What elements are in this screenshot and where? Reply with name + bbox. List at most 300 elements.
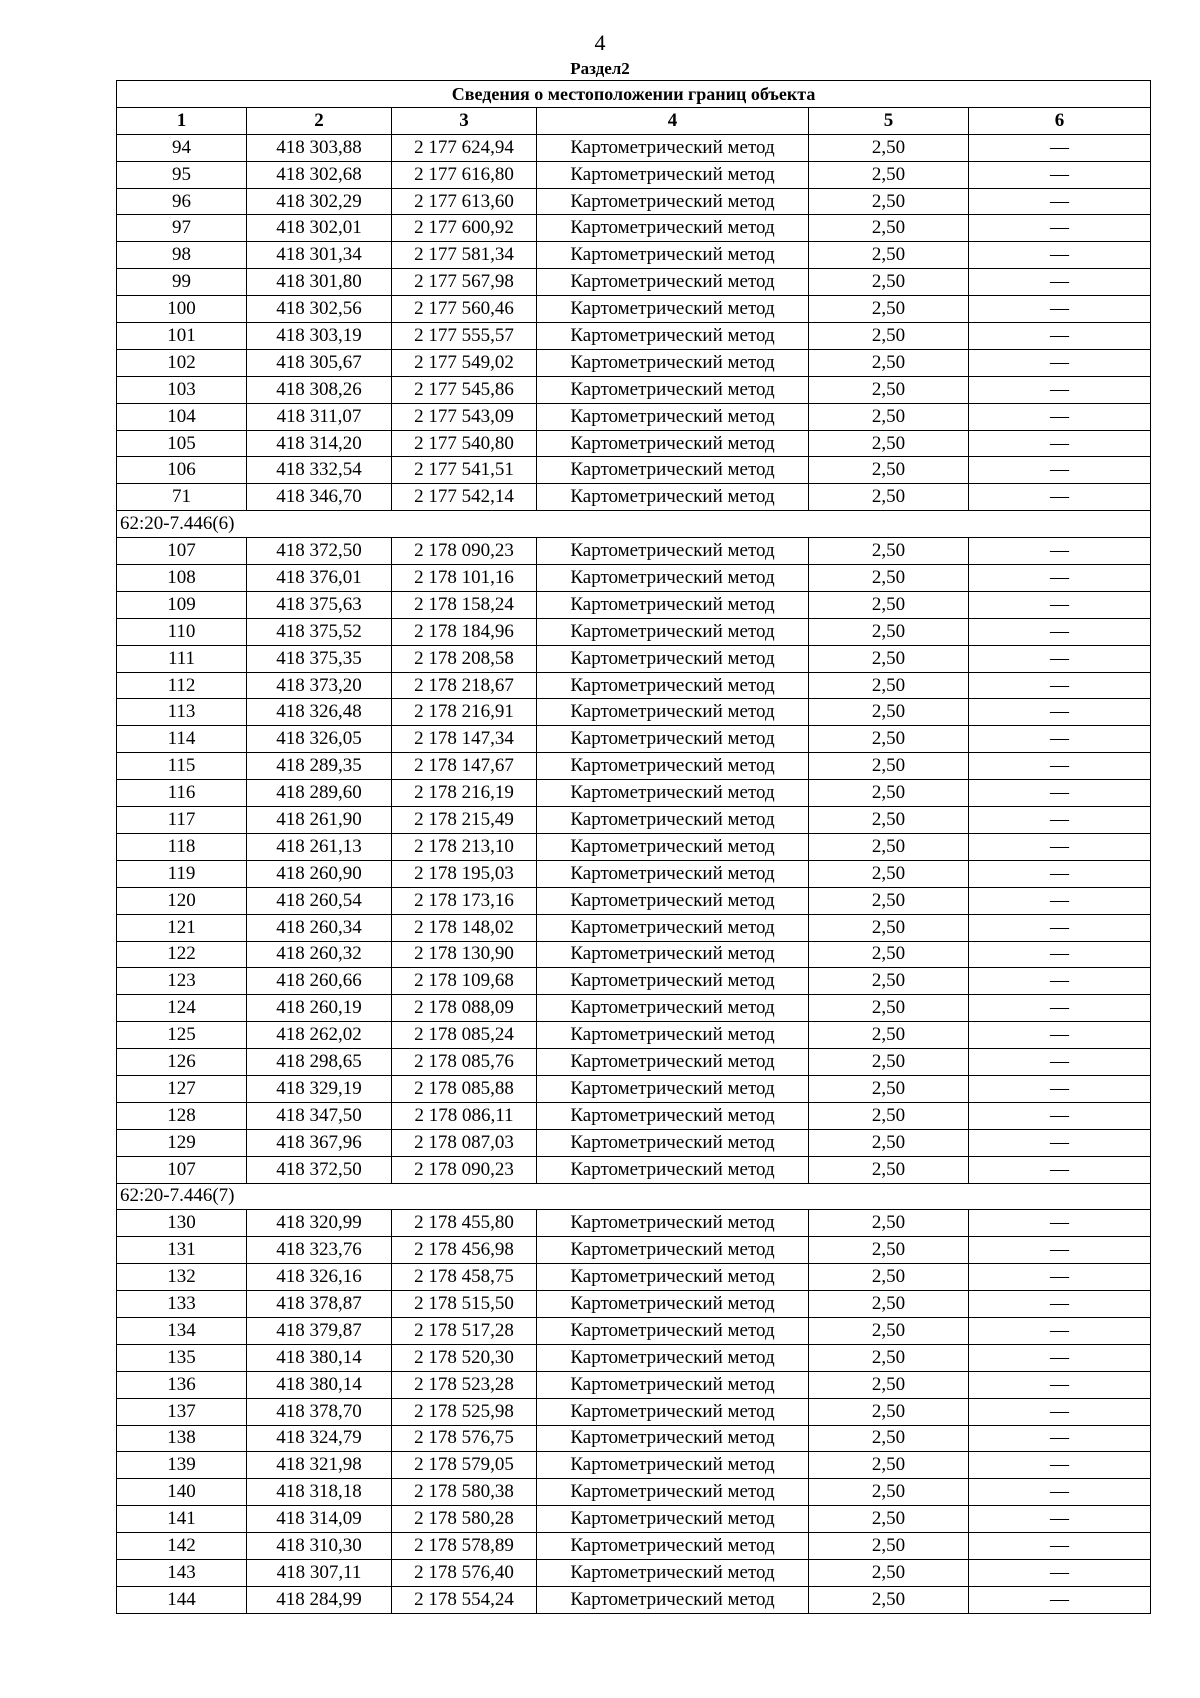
y-coordinate-cell: 2 178 579,05 (392, 1452, 537, 1479)
point-number-cell: 126 (117, 1049, 247, 1076)
table-row (117, 618, 1151, 645)
accuracy-cell: 2,50 (809, 1237, 969, 1264)
accuracy-cell: 2,50 (809, 807, 969, 834)
table-row (117, 860, 1151, 887)
method-cell: Картометрический метод (537, 968, 809, 995)
description-cell: — (969, 296, 1151, 323)
y-coordinate-cell: 2 178 130,90 (392, 941, 537, 968)
description-cell: — (969, 941, 1151, 968)
y-coordinate-cell: 2 178 580,38 (392, 1479, 537, 1506)
description-cell: — (969, 1506, 1151, 1533)
boundary-coordinates-table (116, 80, 1151, 1614)
description-cell: — (969, 1022, 1151, 1049)
description-cell: — (969, 134, 1151, 161)
point-number-cell: 97 (117, 215, 247, 242)
accuracy-cell: 2,50 (809, 403, 969, 430)
x-coordinate-cell: 418 261,90 (247, 807, 392, 834)
table-row (117, 296, 1151, 323)
x-coordinate-cell: 418 260,32 (247, 941, 392, 968)
method-cell: Картометрический метод (537, 269, 809, 296)
method-cell: Картометрический метод (537, 1425, 809, 1452)
y-coordinate-cell: 2 178 554,24 (392, 1586, 537, 1613)
x-coordinate-cell: 418 302,29 (247, 188, 392, 215)
table-row (117, 565, 1151, 592)
table-row (117, 403, 1151, 430)
method-cell: Картометрический метод (537, 1398, 809, 1425)
point-number-cell: 136 (117, 1371, 247, 1398)
point-number-cell: 125 (117, 1022, 247, 1049)
x-coordinate-cell: 418 302,01 (247, 215, 392, 242)
y-coordinate-cell: 2 178 215,49 (392, 807, 537, 834)
x-coordinate-cell: 418 318,18 (247, 1479, 392, 1506)
point-number-cell: 105 (117, 430, 247, 457)
point-number-cell: 142 (117, 1533, 247, 1560)
x-coordinate-cell: 418 310,30 (247, 1533, 392, 1560)
point-number-cell: 123 (117, 968, 247, 995)
point-number-cell: 144 (117, 1586, 247, 1613)
table-row (117, 941, 1151, 968)
accuracy-cell: 2,50 (809, 914, 969, 941)
description-cell: — (969, 591, 1151, 618)
accuracy-cell: 2,50 (809, 215, 969, 242)
y-coordinate-cell: 2 178 173,16 (392, 887, 537, 914)
accuracy-cell: 2,50 (809, 1479, 969, 1506)
accuracy-cell: 2,50 (809, 887, 969, 914)
description-cell: — (969, 323, 1151, 350)
description-cell: — (969, 1102, 1151, 1129)
x-coordinate-cell: 418 321,98 (247, 1452, 392, 1479)
x-coordinate-cell: 418 284,99 (247, 1586, 392, 1613)
accuracy-cell: 2,50 (809, 1291, 969, 1318)
y-coordinate-cell: 2 178 525,98 (392, 1398, 537, 1425)
table-row (117, 1559, 1151, 1586)
point-number-cell: 110 (117, 618, 247, 645)
description-cell: — (969, 1237, 1151, 1264)
table-row (117, 1371, 1151, 1398)
point-number-cell: 138 (117, 1425, 247, 1452)
accuracy-cell: 2,50 (809, 323, 969, 350)
x-coordinate-cell: 418 380,14 (247, 1371, 392, 1398)
description-cell: — (969, 376, 1151, 403)
point-number-cell: 135 (117, 1344, 247, 1371)
x-coordinate-cell: 418 380,14 (247, 1344, 392, 1371)
method-cell: Картометрический метод (537, 780, 809, 807)
accuracy-cell: 2,50 (809, 1452, 969, 1479)
method-cell: Картометрический метод (537, 1344, 809, 1371)
x-coordinate-cell: 418 301,80 (247, 269, 392, 296)
description-cell: — (969, 618, 1151, 645)
method-cell: Картометрический метод (537, 1559, 809, 1586)
accuracy-cell: 2,50 (809, 1022, 969, 1049)
point-number-cell: 113 (117, 699, 247, 726)
point-number-cell: 103 (117, 376, 247, 403)
point-number-cell: 107 (117, 1156, 247, 1183)
description-cell: — (969, 914, 1151, 941)
y-coordinate-cell: 2 178 158,24 (392, 591, 537, 618)
table-row (117, 995, 1151, 1022)
accuracy-cell: 2,50 (809, 591, 969, 618)
point-number-cell: 101 (117, 323, 247, 350)
method-cell: Картометрический метод (537, 699, 809, 726)
table-row (117, 1398, 1151, 1425)
table-row (117, 968, 1151, 995)
description-cell: — (969, 833, 1151, 860)
table-row (117, 807, 1151, 834)
y-coordinate-cell: 2 178 456,98 (392, 1237, 537, 1264)
x-coordinate-cell: 418 303,88 (247, 134, 392, 161)
description-cell: — (969, 269, 1151, 296)
y-coordinate-cell: 2 178 458,75 (392, 1264, 537, 1291)
method-cell: Картометрический метод (537, 860, 809, 887)
accuracy-cell: 2,50 (809, 538, 969, 565)
method-cell: Картометрический метод (537, 323, 809, 350)
accuracy-cell: 2,50 (809, 1075, 969, 1102)
y-coordinate-cell: 2 178 148,02 (392, 914, 537, 941)
point-number-cell: 98 (117, 242, 247, 269)
table-row (117, 887, 1151, 914)
accuracy-cell: 2,50 (809, 1425, 969, 1452)
y-coordinate-cell: 2 178 090,23 (392, 1156, 537, 1183)
accuracy-cell: 2,50 (809, 188, 969, 215)
point-number-cell: 130 (117, 1210, 247, 1237)
description-cell: — (969, 1398, 1151, 1425)
table-row (117, 780, 1151, 807)
accuracy-cell: 2,50 (809, 941, 969, 968)
point-number-cell: 96 (117, 188, 247, 215)
method-cell: Картометрический метод (537, 753, 809, 780)
description-cell: — (969, 780, 1151, 807)
page-number: 4 (594, 30, 606, 55)
table-row (117, 1237, 1151, 1264)
y-coordinate-cell: 2 177 555,57 (392, 323, 537, 350)
y-coordinate-cell: 2 177 616,80 (392, 161, 537, 188)
table-row (117, 538, 1151, 565)
x-coordinate-cell: 418 262,02 (247, 1022, 392, 1049)
point-number-cell: 121 (117, 914, 247, 941)
table-row (117, 1452, 1151, 1479)
description-cell: — (969, 1156, 1151, 1183)
x-coordinate-cell: 418 298,65 (247, 1049, 392, 1076)
table-row (117, 753, 1151, 780)
table-caption-row (117, 81, 1151, 108)
x-coordinate-cell: 418 301,34 (247, 242, 392, 269)
table-row (117, 1317, 1151, 1344)
y-coordinate-cell: 2 178 578,89 (392, 1533, 537, 1560)
table-row (117, 134, 1151, 161)
table-row (117, 323, 1151, 350)
method-cell: Картометрический метод (537, 1075, 809, 1102)
x-coordinate-cell: 418 326,48 (247, 699, 392, 726)
x-coordinate-cell: 418 347,50 (247, 1102, 392, 1129)
x-coordinate-cell: 418 375,35 (247, 645, 392, 672)
table-row (117, 430, 1151, 457)
x-coordinate-cell: 418 378,87 (247, 1291, 392, 1318)
accuracy-cell: 2,50 (809, 1264, 969, 1291)
method-cell: Картометрический метод (537, 914, 809, 941)
accuracy-cell: 2,50 (809, 349, 969, 376)
method-cell: Картометрический метод (537, 349, 809, 376)
y-coordinate-cell: 2 178 580,28 (392, 1506, 537, 1533)
table-row (117, 376, 1151, 403)
x-coordinate-cell: 418 372,50 (247, 538, 392, 565)
description-cell: — (969, 887, 1151, 914)
accuracy-cell: 2,50 (809, 1559, 969, 1586)
y-coordinate-cell: 2 178 208,58 (392, 645, 537, 672)
column-number-row (117, 107, 1151, 134)
accuracy-cell: 2,50 (809, 1586, 969, 1613)
method-cell: Картометрический метод (537, 1371, 809, 1398)
table-row (117, 269, 1151, 296)
point-number-cell: 95 (117, 161, 247, 188)
method-cell: Картометрический метод (537, 296, 809, 323)
accuracy-cell: 2,50 (809, 1344, 969, 1371)
description-cell: — (969, 161, 1151, 188)
contour-group-row (117, 511, 1151, 538)
point-number-cell: 134 (117, 1317, 247, 1344)
point-number-cell: 111 (117, 645, 247, 672)
accuracy-cell: 2,50 (809, 161, 969, 188)
table-row (117, 1210, 1151, 1237)
table-body (117, 134, 1151, 1613)
description-cell: — (969, 1452, 1151, 1479)
column-number: 6 (969, 107, 1151, 134)
accuracy-cell: 2,50 (809, 726, 969, 753)
method-cell: Картометрический метод (537, 672, 809, 699)
y-coordinate-cell: 2 178 087,03 (392, 1129, 537, 1156)
accuracy-cell: 2,50 (809, 780, 969, 807)
point-number-cell: 143 (117, 1559, 247, 1586)
method-cell: Картометрический метод (537, 1156, 809, 1183)
description-cell: — (969, 860, 1151, 887)
y-coordinate-cell: 2 177 543,09 (392, 403, 537, 430)
table-caption: Сведения о местоположении границ объекта (117, 81, 1151, 108)
x-coordinate-cell: 418 260,34 (247, 914, 392, 941)
description-cell: — (969, 1075, 1151, 1102)
accuracy-cell: 2,50 (809, 1533, 969, 1560)
description-cell: — (969, 1049, 1151, 1076)
x-coordinate-cell: 418 346,70 (247, 484, 392, 511)
y-coordinate-cell: 2 178 576,40 (392, 1559, 537, 1586)
point-number-cell: 139 (117, 1452, 247, 1479)
description-cell: — (969, 242, 1151, 269)
description-cell: — (969, 538, 1151, 565)
accuracy-cell: 2,50 (809, 1102, 969, 1129)
table-row (117, 1264, 1151, 1291)
y-coordinate-cell: 2 178 086,11 (392, 1102, 537, 1129)
point-number-cell: 109 (117, 591, 247, 618)
method-cell: Картометрический метод (537, 1479, 809, 1506)
table-row (117, 1049, 1151, 1076)
method-cell: Картометрический метод (537, 1049, 809, 1076)
y-coordinate-cell: 2 178 109,68 (392, 968, 537, 995)
method-cell: Картометрический метод (537, 591, 809, 618)
method-cell: Картометрический метод (537, 538, 809, 565)
table-row (117, 349, 1151, 376)
contour-group-row (117, 1183, 1151, 1210)
point-number-cell: 71 (117, 484, 247, 511)
description-cell: — (969, 726, 1151, 753)
accuracy-cell: 2,50 (809, 1049, 969, 1076)
description-cell: — (969, 968, 1151, 995)
method-cell: Картометрический метод (537, 242, 809, 269)
description-cell: — (969, 1559, 1151, 1586)
table-row (117, 726, 1151, 753)
x-coordinate-cell: 418 261,13 (247, 833, 392, 860)
description-cell: — (969, 215, 1151, 242)
accuracy-cell: 2,50 (809, 1317, 969, 1344)
description-cell: — (969, 1479, 1151, 1506)
method-cell: Картометрический метод (537, 376, 809, 403)
accuracy-cell: 2,50 (809, 430, 969, 457)
accuracy-cell: 2,50 (809, 296, 969, 323)
method-cell: Картометрический метод (537, 1586, 809, 1613)
y-coordinate-cell: 2 177 549,02 (392, 349, 537, 376)
accuracy-cell: 2,50 (809, 376, 969, 403)
x-coordinate-cell: 418 289,60 (247, 780, 392, 807)
method-cell: Картометрический метод (537, 995, 809, 1022)
y-coordinate-cell: 2 177 541,51 (392, 457, 537, 484)
point-number-cell: 115 (117, 753, 247, 780)
column-number: 2 (247, 107, 392, 134)
point-number-cell: 100 (117, 296, 247, 323)
accuracy-cell: 2,50 (809, 134, 969, 161)
x-coordinate-cell: 418 260,90 (247, 860, 392, 887)
point-number-cell: 137 (117, 1398, 247, 1425)
method-cell: Картометрический метод (537, 1210, 809, 1237)
point-number-cell: 129 (117, 1129, 247, 1156)
description-cell: — (969, 1586, 1151, 1613)
accuracy-cell: 2,50 (809, 1210, 969, 1237)
x-coordinate-cell: 418 326,16 (247, 1264, 392, 1291)
method-cell: Картометрический метод (537, 1452, 809, 1479)
x-coordinate-cell: 418 305,67 (247, 349, 392, 376)
x-coordinate-cell: 418 375,63 (247, 591, 392, 618)
description-cell: — (969, 403, 1151, 430)
table-row (117, 1506, 1151, 1533)
description-cell: — (969, 430, 1151, 457)
description-cell: — (969, 1344, 1151, 1371)
accuracy-cell: 2,50 (809, 1506, 969, 1533)
accuracy-cell: 2,50 (809, 968, 969, 995)
table-row (117, 1156, 1151, 1183)
column-number: 1 (117, 107, 247, 134)
y-coordinate-cell: 2 178 147,34 (392, 726, 537, 753)
description-cell: — (969, 807, 1151, 834)
accuracy-cell: 2,50 (809, 1398, 969, 1425)
y-coordinate-cell: 2 178 147,67 (392, 753, 537, 780)
description-cell: — (969, 1371, 1151, 1398)
table-row (117, 457, 1151, 484)
y-coordinate-cell: 2 177 624,94 (392, 134, 537, 161)
table-row (117, 914, 1151, 941)
accuracy-cell: 2,50 (809, 618, 969, 645)
table-row (117, 672, 1151, 699)
method-cell: Картометрический метод (537, 618, 809, 645)
description-cell: — (969, 1425, 1151, 1452)
method-cell: Картометрический метод (537, 403, 809, 430)
table-row (117, 1022, 1151, 1049)
x-coordinate-cell: 418 372,50 (247, 1156, 392, 1183)
description-cell: — (969, 699, 1151, 726)
x-coordinate-cell: 418 375,52 (247, 618, 392, 645)
method-cell: Картометрический метод (537, 887, 809, 914)
accuracy-cell: 2,50 (809, 995, 969, 1022)
x-coordinate-cell: 418 379,87 (247, 1317, 392, 1344)
point-number-cell: 131 (117, 1237, 247, 1264)
point-number-cell: 132 (117, 1264, 247, 1291)
y-coordinate-cell: 2 178 088,09 (392, 995, 537, 1022)
y-coordinate-cell: 2 178 085,88 (392, 1075, 537, 1102)
table-row (117, 591, 1151, 618)
y-coordinate-cell: 2 178 213,10 (392, 833, 537, 860)
x-coordinate-cell: 418 289,35 (247, 753, 392, 780)
description-cell: — (969, 1317, 1151, 1344)
x-coordinate-cell: 418 311,07 (247, 403, 392, 430)
table-row (117, 1425, 1151, 1452)
y-coordinate-cell: 2 178 576,75 (392, 1425, 537, 1452)
description-cell: — (969, 645, 1151, 672)
x-coordinate-cell: 418 332,54 (247, 457, 392, 484)
x-coordinate-cell: 418 373,20 (247, 672, 392, 699)
method-cell: Картометрический метод (537, 1022, 809, 1049)
point-number-cell: 114 (117, 726, 247, 753)
table-row (117, 1533, 1151, 1560)
point-number-cell: 94 (117, 134, 247, 161)
x-coordinate-cell: 418 367,96 (247, 1129, 392, 1156)
point-number-cell: 99 (117, 269, 247, 296)
point-number-cell: 127 (117, 1075, 247, 1102)
description-cell: — (969, 995, 1151, 1022)
description-cell: — (969, 349, 1151, 376)
x-coordinate-cell: 418 260,19 (247, 995, 392, 1022)
method-cell: Картометрический метод (537, 726, 809, 753)
point-number-cell: 116 (117, 780, 247, 807)
method-cell: Картометрический метод (537, 565, 809, 592)
point-number-cell: 118 (117, 833, 247, 860)
method-cell: Картометрический метод (537, 188, 809, 215)
point-number-cell: 108 (117, 565, 247, 592)
accuracy-cell: 2,50 (809, 699, 969, 726)
point-number-cell: 112 (117, 672, 247, 699)
table-row (117, 1102, 1151, 1129)
point-number-cell: 128 (117, 1102, 247, 1129)
method-cell: Картометрический метод (537, 807, 809, 834)
x-coordinate-cell: 418 326,05 (247, 726, 392, 753)
y-coordinate-cell: 2 177 613,60 (392, 188, 537, 215)
point-number-cell: 117 (117, 807, 247, 834)
x-coordinate-cell: 418 320,99 (247, 1210, 392, 1237)
x-coordinate-cell: 418 314,09 (247, 1506, 392, 1533)
point-number-cell: 133 (117, 1291, 247, 1318)
point-number-cell: 141 (117, 1506, 247, 1533)
accuracy-cell: 2,50 (809, 1156, 969, 1183)
accuracy-cell: 2,50 (809, 672, 969, 699)
accuracy-cell: 2,50 (809, 753, 969, 780)
contour-group-label: 62:20-7.446(7) (117, 1183, 1151, 1210)
description-cell: — (969, 1210, 1151, 1237)
column-number: 3 (392, 107, 537, 134)
y-coordinate-cell: 2 178 085,76 (392, 1049, 537, 1076)
y-coordinate-cell: 2 178 455,80 (392, 1210, 537, 1237)
table-row (117, 484, 1151, 511)
method-cell: Картометрический метод (537, 941, 809, 968)
column-number: 5 (809, 107, 969, 134)
method-cell: Картометрический метод (537, 1264, 809, 1291)
method-cell: Картометрический метод (537, 1237, 809, 1264)
x-coordinate-cell: 418 260,66 (247, 968, 392, 995)
table-row (117, 1586, 1151, 1613)
contour-group-label: 62:20-7.446(6) (117, 511, 1151, 538)
